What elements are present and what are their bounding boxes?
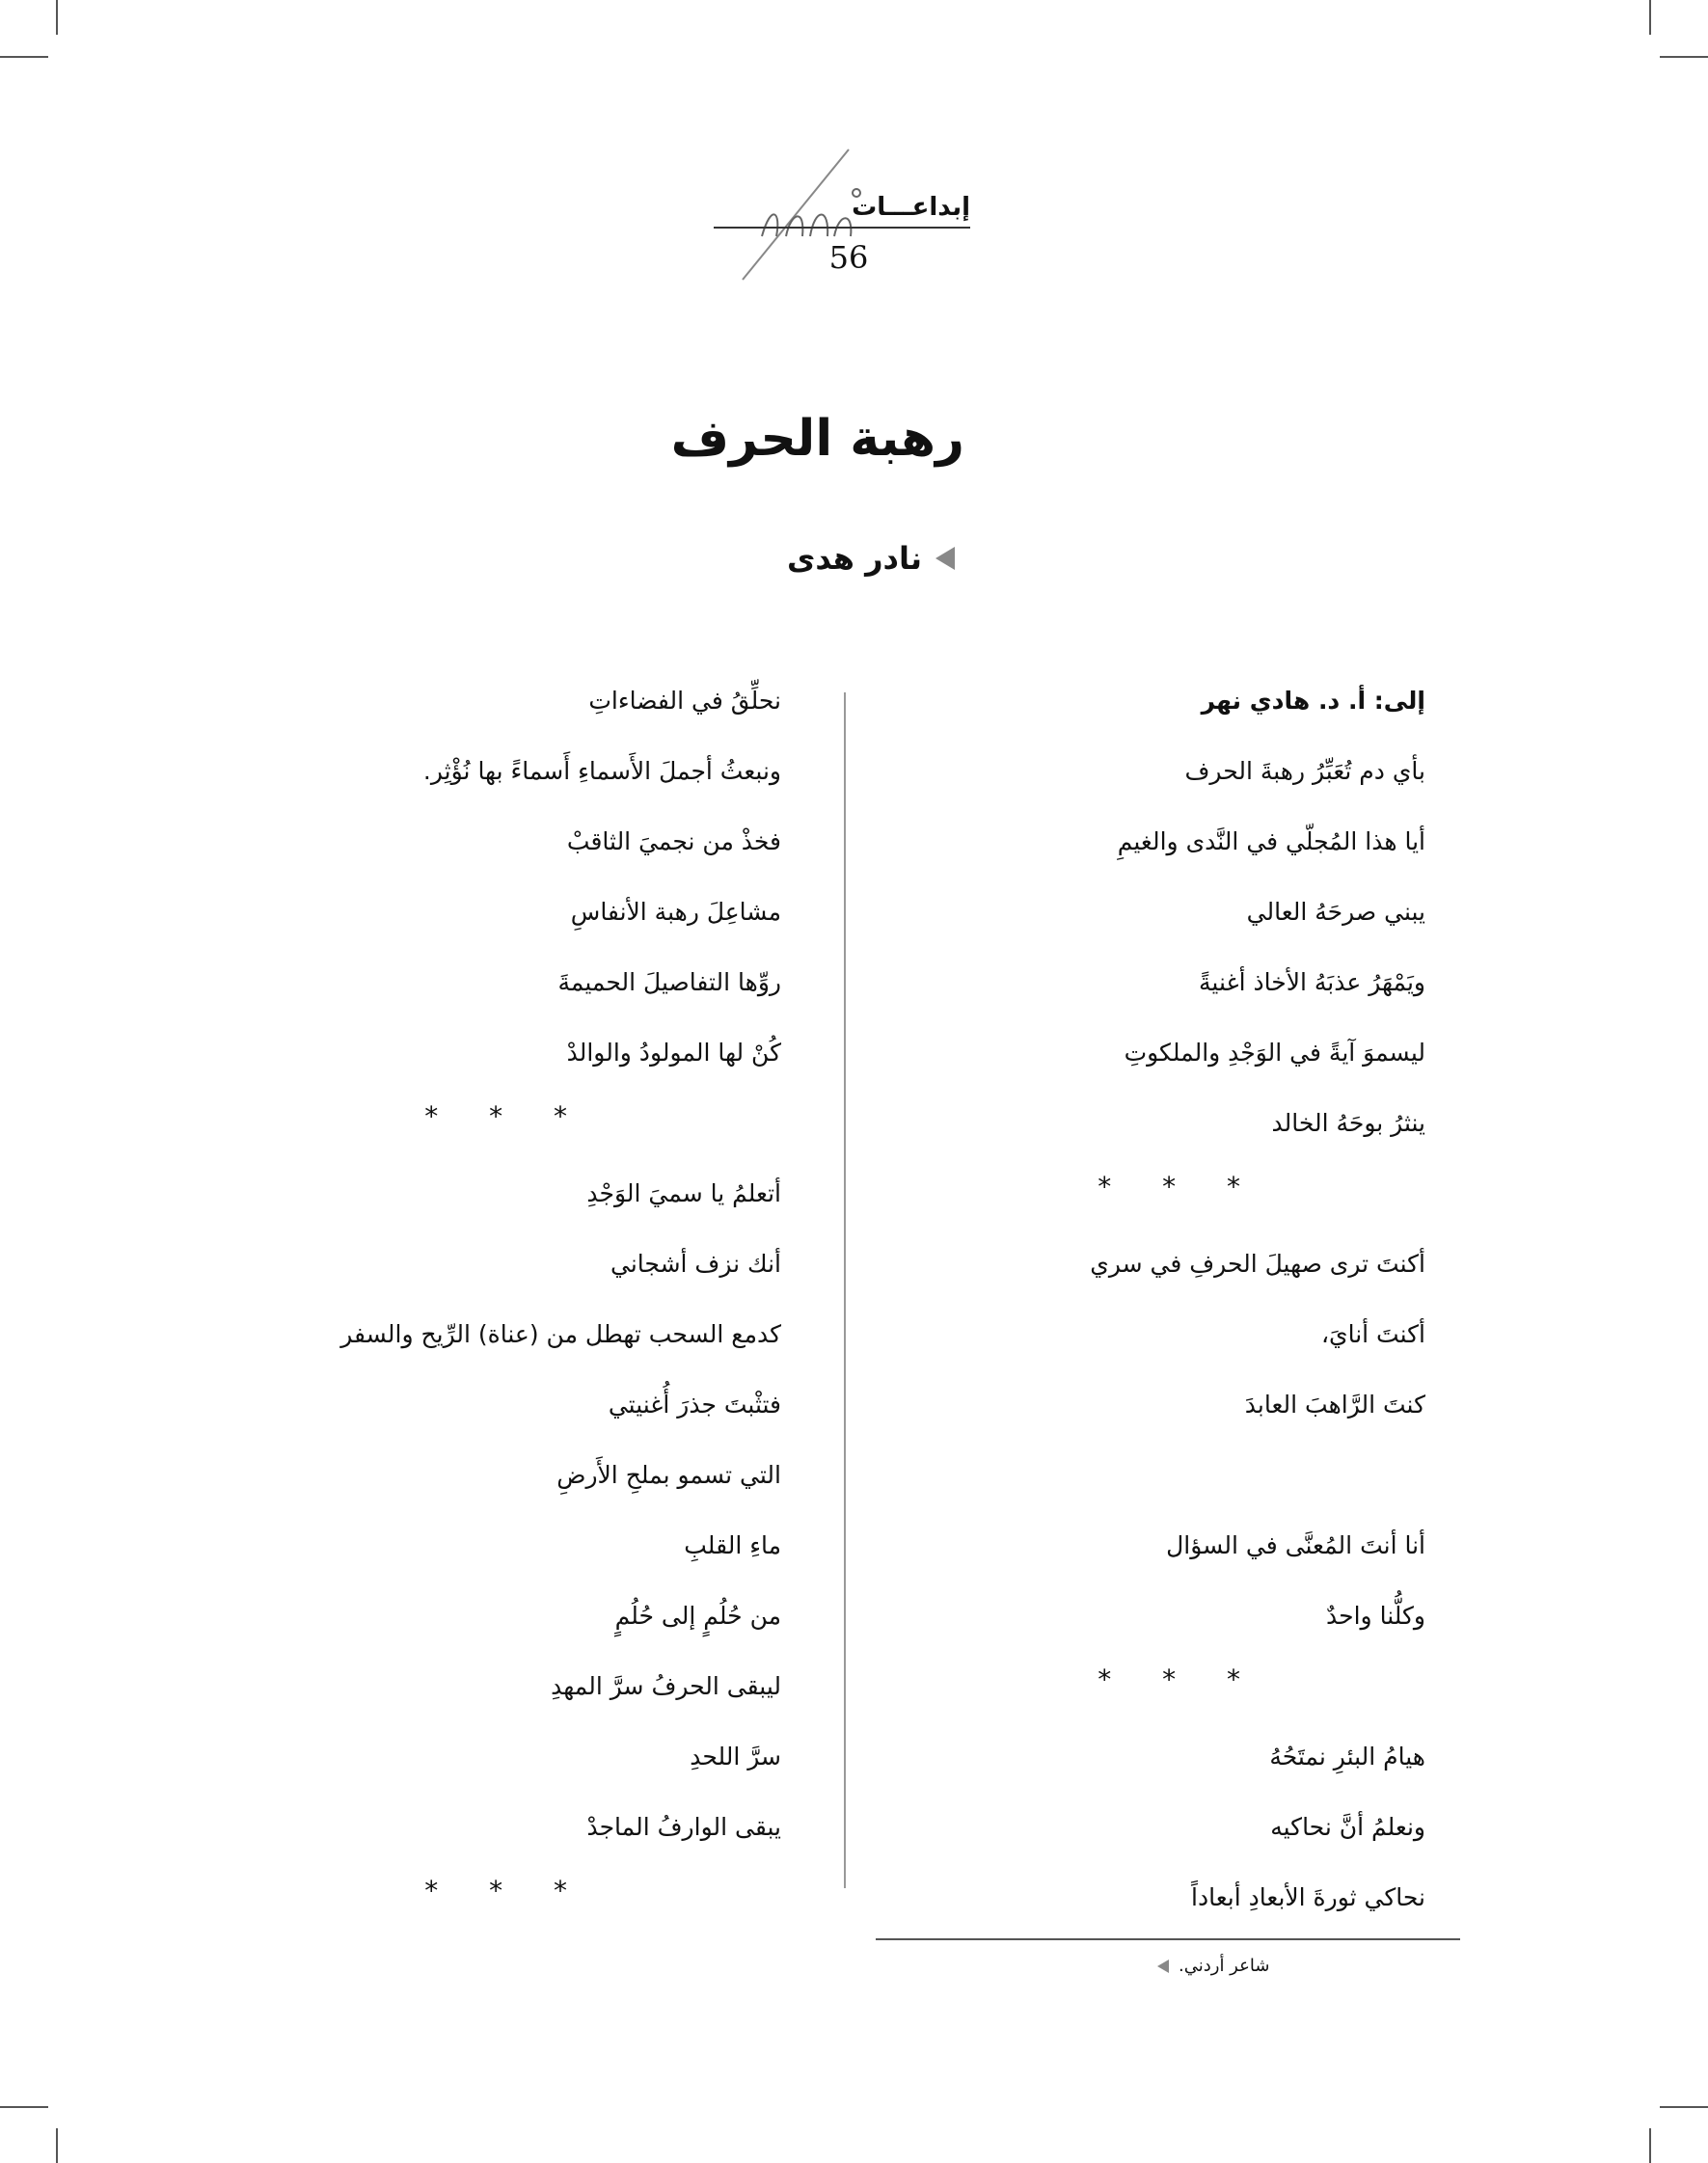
crop-mark bbox=[0, 56, 48, 58]
verse-line: ماءِ القلبِ bbox=[684, 1531, 781, 1559]
verse-line: ونبعثُ أجملَ الأَسماءِ أَسماءً بها نُؤْثِر. bbox=[422, 757, 781, 785]
verse-line: نحاكي ثورةَ الأبعادِ أبعاداً bbox=[1191, 1883, 1425, 1911]
verse-line: سرَّ اللحدِ bbox=[690, 1743, 781, 1771]
triangle-marker-icon bbox=[1157, 1960, 1169, 1973]
crop-mark bbox=[56, 0, 58, 35]
author-row bbox=[675, 540, 955, 577]
verse-line: أنك نزف أشجاني bbox=[610, 1250, 781, 1278]
verse-line: كدمع السحب تهطل من (عناة) الرِّيح والسفر bbox=[340, 1320, 781, 1348]
stanza-gap bbox=[1013, 1449, 1425, 1520]
verse-line: ليسموَ آيةً في الوَجْدِ والملكوتِ bbox=[1124, 1039, 1425, 1067]
verse-line: فتثْبتَ جذرَ أُغنيتي bbox=[608, 1391, 781, 1419]
verse-line: أتعلمُ يا سميَ الوَجْدِ bbox=[586, 1179, 781, 1207]
verse-line: بأي دم تُعَبِّرُ رهبةَ الحرف bbox=[1184, 757, 1425, 785]
verse-line: من حُلُمٍ إلى حُلُمٍ bbox=[614, 1602, 781, 1630]
verse-line: كنتَ الرَّاهبَ العابدَ bbox=[1244, 1391, 1425, 1419]
verse-line: أيا هذا المُجلّي في النَّدى والغيمِ bbox=[1117, 827, 1425, 855]
dedication: إلى: أ. د. هادي نهر bbox=[1201, 687, 1425, 715]
verse-line: مشاعِلَ رهبة الأنفاسِ bbox=[570, 898, 781, 926]
triangle-marker-icon bbox=[935, 547, 955, 570]
verse-line: يبقى الوارفُ الماجدْ bbox=[586, 1813, 781, 1841]
author-name: نادر هدى bbox=[786, 540, 922, 577]
footnote-rule bbox=[876, 1938, 1460, 1940]
crop-mark bbox=[1660, 56, 1708, 58]
verse-line: روِّها التفاصيلَ الحميمةَ bbox=[557, 968, 781, 996]
verse-line: نحلِّقُ في الفضاءاتِ bbox=[588, 687, 781, 715]
verse-line: أكنتَ ترى صهيلَ الحرفِ في سري bbox=[1090, 1250, 1425, 1278]
column-divider bbox=[844, 692, 846, 1888]
verse-line: يبني صرحَهُ العالي bbox=[1246, 898, 1425, 926]
footnote-text: شاعر أردني. bbox=[1179, 1956, 1270, 1976]
verse-line: ونعلمُ أنَّ نحاكيه bbox=[1270, 1813, 1425, 1841]
verse-line: ويَمْهَرُ عذبَهُ الأخاذ أغنيةً bbox=[1199, 968, 1425, 996]
poem-title: رهبة الحرف bbox=[670, 410, 964, 468]
verse-line: أكنتَ أنايَ، bbox=[1320, 1320, 1425, 1348]
section-separator: * * * bbox=[424, 1100, 588, 1132]
verse-line: هيامُ البئرِ نمتَحُهُ bbox=[1269, 1743, 1425, 1771]
verse-line: كُنْ لها المولودُ والوالدْ bbox=[566, 1039, 781, 1067]
verse-line: ينثرُ بوحَهُ الخالد bbox=[1271, 1109, 1425, 1137]
section-separator: * * * bbox=[1098, 1171, 1261, 1203]
crop-mark bbox=[1649, 0, 1651, 35]
verse-line: فخذْ من نجميَ الثاقبْ bbox=[566, 827, 781, 855]
poem-column-right bbox=[1013, 675, 1425, 1942]
poem-column-left bbox=[270, 675, 781, 1942]
crop-mark bbox=[56, 2128, 58, 2163]
section-label: إبداعـــات bbox=[852, 193, 970, 222]
page-number: 56 bbox=[828, 239, 869, 276]
verse-line: أنا أنتَ المُعنَّى في السؤال bbox=[1166, 1531, 1425, 1559]
crop-mark bbox=[0, 2106, 48, 2108]
section-separator: * * * bbox=[424, 1875, 588, 1906]
crop-mark bbox=[1660, 2106, 1708, 2108]
crop-mark bbox=[1649, 2128, 1651, 2163]
verse-line: التي تسمو بملحِ الأَرضِ bbox=[556, 1461, 781, 1489]
header-rule bbox=[714, 227, 970, 229]
footnote bbox=[1157, 1956, 1456, 1976]
verse-line: وكلُّنا واحدٌ bbox=[1326, 1602, 1425, 1630]
section-separator: * * * bbox=[1098, 1663, 1261, 1695]
verse-line: ليبقى الحرفُ سرَّ المهدِ bbox=[551, 1672, 781, 1700]
